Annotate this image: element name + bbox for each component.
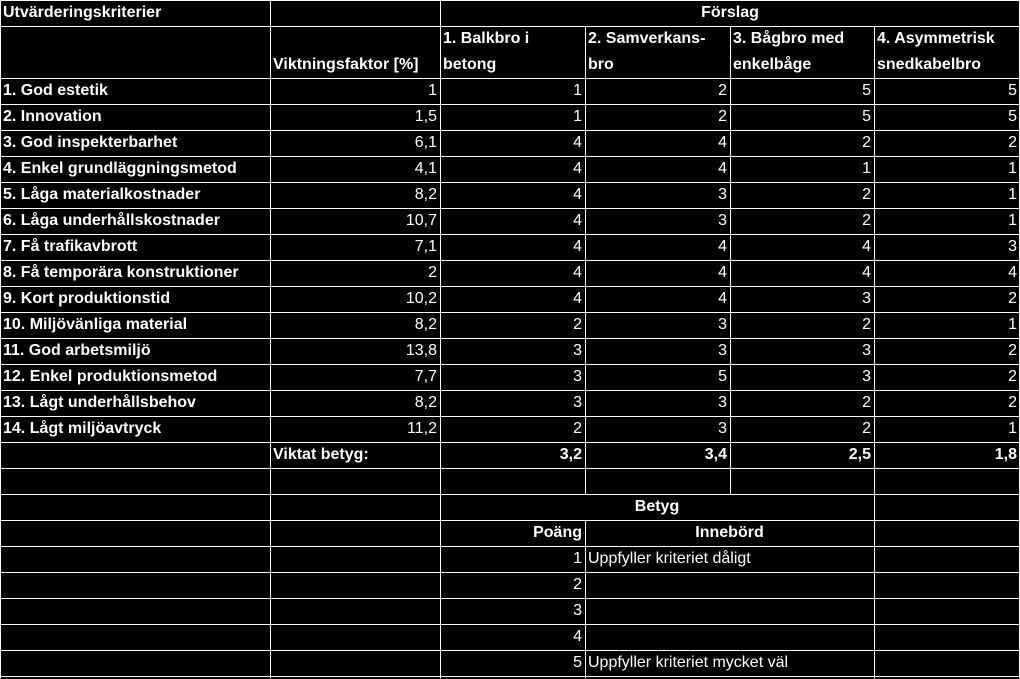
criterion-weight: 7,1: [414, 238, 437, 255]
criterion-weight: 13,8: [405, 342, 437, 359]
criterion-score: 4: [573, 160, 582, 177]
criterion-name: 10. Miljövänliga material: [3, 316, 188, 333]
criterion-score: 4: [573, 186, 582, 203]
criterion-score: 1: [1008, 212, 1017, 229]
criterion-score: 2: [862, 212, 871, 229]
criterion-score: 4: [718, 134, 727, 151]
proposal-header-line1: 3. Bågbro med: [733, 30, 845, 47]
criterion-name: 3. God inspekterbarhet: [3, 134, 178, 151]
criterion-score: 5: [1008, 82, 1017, 99]
criterion-score: 3: [718, 394, 727, 411]
criterion-score: 2: [862, 394, 871, 411]
legend-points-header: Poäng: [533, 524, 582, 541]
criterion-score: 4: [573, 264, 582, 281]
criterion-weight: 8,2: [414, 316, 437, 333]
criterion-weight: 11,2: [407, 420, 437, 437]
criterion-score: 3: [862, 290, 871, 307]
weighted-score-label: Viktat betyg:: [273, 446, 369, 463]
criterion-score: 1: [862, 160, 871, 177]
legend-points: 4: [573, 628, 582, 645]
criterion-score: 4: [718, 264, 727, 281]
legend-points: 2: [573, 576, 582, 593]
criterion-score: 2: [862, 186, 871, 203]
legend-meaning: [585, 572, 874, 598]
criterion-score: 5: [862, 108, 871, 125]
criterion-name: 9. Kort produktionstid: [3, 290, 171, 307]
proposal-header-line1: 2. Samverkans-: [588, 30, 706, 47]
criterion-score: 3: [718, 186, 727, 203]
proposal-header-line2: enkelbåge: [733, 56, 812, 73]
criterion-score: 3: [573, 342, 582, 359]
criterion-score: 2: [1008, 394, 1017, 411]
criterion-score: 1: [1008, 420, 1017, 437]
criterion-name: 6. Låga underhållskostnader: [3, 212, 220, 229]
criterion-score: 2: [1008, 342, 1017, 359]
criterion-score: 3: [718, 316, 727, 333]
criterion-weight: 10,7: [405, 212, 437, 229]
criteria-title: Utvärderingskriterier: [3, 4, 162, 21]
criterion-score: 3: [718, 212, 727, 229]
criterion-name: 2. Innovation: [3, 108, 102, 125]
criterion-score: 2: [573, 316, 582, 333]
criterion-score: 2: [718, 82, 727, 99]
criterion-score: 1: [1008, 316, 1017, 333]
criterion-name: 14. Lågt miljöavtryck: [3, 420, 162, 437]
weighted-score: 2,5: [848, 446, 871, 463]
criterion-name: 7. Få trafikavbrott: [3, 238, 138, 255]
legend-meaning: Uppfyller kriteriet dåligt: [588, 550, 751, 567]
criterion-score: 1: [573, 108, 582, 125]
criterion-score: 3: [573, 394, 582, 411]
criterion-score: 3: [718, 342, 727, 359]
criterion-score: 4: [573, 238, 582, 255]
proposal-header-line1: 4. Asymmetrisk: [877, 30, 995, 47]
criterion-score: 2: [1008, 290, 1017, 307]
criterion-name: 8. Få temporära konstruktioner: [3, 264, 239, 281]
criterion-score: 1: [1008, 186, 1017, 203]
criterion-score: 3: [862, 368, 871, 385]
proposal-header-line2: betong: [443, 56, 497, 73]
criterion-score: 5: [1008, 108, 1017, 125]
legend-meaning: Uppfyller kriteriet mycket väl: [588, 654, 789, 671]
criterion-score: 2: [1008, 134, 1017, 151]
criterion-score: 2: [862, 134, 871, 151]
criterion-name: 12. Enkel produktionsmetod: [3, 368, 218, 385]
criterion-weight: 1: [428, 82, 437, 99]
proposal-header-line2: snedkabelbro: [877, 56, 982, 73]
criterion-score: 4: [718, 238, 727, 255]
criterion-weight: 1,5: [414, 108, 437, 125]
criterion-score: 3: [573, 368, 582, 385]
legend-meaning: [585, 624, 874, 650]
criterion-score: 1: [1008, 160, 1017, 177]
criterion-score: 2: [1008, 368, 1017, 385]
criterion-score: 4: [573, 212, 582, 229]
criterion-score: 2: [862, 420, 871, 437]
legend-points: 1: [573, 550, 582, 567]
criterion-name: 1. God estetik: [3, 82, 108, 99]
weighted-score: 1,8: [994, 446, 1017, 463]
criterion-score: 3: [1008, 238, 1017, 255]
criterion-weight: 7,7: [414, 368, 437, 385]
criterion-name: 11. God arbetsmiljö: [3, 342, 151, 359]
criterion-score: 5: [718, 368, 727, 385]
criterion-weight: 6,1: [414, 134, 437, 151]
criterion-score: 4: [862, 238, 871, 255]
criterion-score: 4: [862, 264, 871, 281]
criterion-score: 5: [862, 82, 871, 99]
proposal-header-line2: bro: [588, 56, 614, 73]
legend-points: 3: [573, 602, 582, 619]
criterion-weight: 8,2: [414, 394, 437, 411]
criterion-score: 4: [573, 290, 582, 307]
weight-factor-header: Viktningsfaktor [%]: [273, 56, 419, 73]
criterion-score: 1: [573, 82, 582, 99]
criterion-name: 13. Lågt underhållsbehov: [3, 394, 196, 411]
legend-points: 5: [573, 654, 582, 671]
legend-meaning-header: Innebörd: [695, 524, 764, 541]
criterion-score: 3: [718, 420, 727, 437]
criterion-name: 5. Låga materialkostnader: [3, 186, 201, 203]
criterion-score: 4: [718, 290, 727, 307]
criterion-score: 2: [573, 420, 582, 437]
criterion-score: 4: [1008, 264, 1017, 281]
legend-title: Betyg: [634, 498, 680, 515]
criterion-weight: 2: [428, 264, 437, 281]
criterion-weight: 8,2: [414, 186, 437, 203]
criterion-score: 2: [862, 316, 871, 333]
weighted-score: 3,4: [704, 446, 727, 463]
criterion-score: 3: [862, 342, 871, 359]
weighted-score: 3,2: [559, 446, 582, 463]
legend-meaning: [585, 598, 874, 624]
criterion-weight: 10,2: [405, 290, 437, 307]
criterion-score: 2: [718, 108, 727, 125]
criterion-weight: 4,1: [414, 160, 437, 177]
criterion-score: 4: [718, 160, 727, 177]
criterion-name: 4. Enkel grundläggningsmetod: [3, 160, 237, 177]
proposals-title: Förslag: [701, 4, 759, 21]
proposal-header-line1: 1. Balkbro i: [443, 30, 530, 47]
criterion-score: 4: [573, 134, 582, 151]
